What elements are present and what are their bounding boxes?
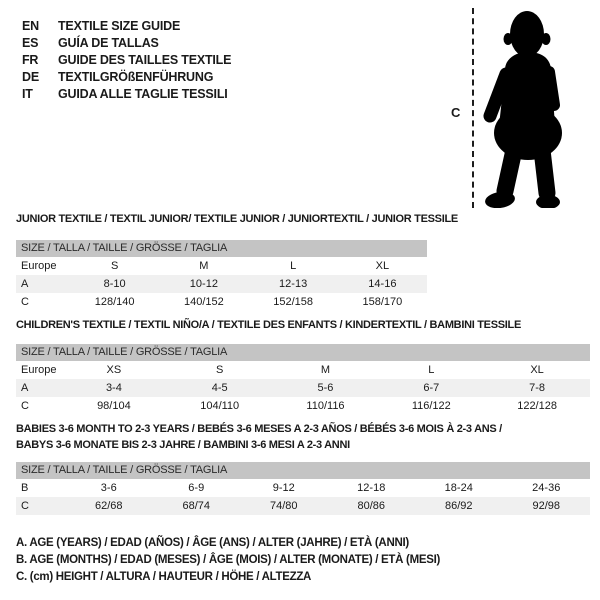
- row-label: A: [21, 382, 29, 394]
- lang-code: DE: [22, 69, 39, 84]
- footnote-a: A. AGE (YEARS) / EDAD (AÑOS) / ÂGE (ANS) / ALTER (JAHRE) / ETÀ (ANNI): [16, 537, 409, 549]
- value-cell: 8-10: [103, 278, 126, 290]
- size-header-bar: SIZE / TALLA / TAILLE / GRÖSSE / TAGLIA: [16, 462, 590, 479]
- lang-row-en: [22, 17, 231, 34]
- lang-code: IT: [22, 86, 33, 101]
- lang-label: GUIDE DES TAILLES TEXTILE: [58, 52, 232, 67]
- value-cell: 5-6: [317, 382, 334, 394]
- lang-label: TEXTILGRÖßENFÜHRUNG: [58, 69, 214, 84]
- table-row-height: [16, 293, 427, 311]
- children-section-title: CHILDREN'S TEXTILE / TEXTIL NIÑO/A / TEXTILE DES ENFANTS / KINDERTEXTIL / BAMBINI TESSILE: [16, 319, 521, 331]
- footnotes: [16, 535, 440, 586]
- table-row-months: [16, 479, 590, 497]
- row-label: A: [21, 278, 29, 290]
- value-cell: 158/170: [362, 296, 403, 308]
- size-cell: S: [216, 364, 224, 376]
- lang-row-it: [22, 85, 231, 102]
- babies-size-table: [16, 462, 590, 515]
- row-label: C: [21, 400, 29, 412]
- value-cell: 7-8: [529, 382, 546, 394]
- lang-code: FR: [22, 52, 39, 67]
- size-cell: XL: [375, 260, 390, 272]
- junior-size-table: [16, 240, 427, 311]
- value-cell: 140/152: [183, 296, 224, 308]
- row-label: Europe: [21, 364, 57, 376]
- babies-title-line2: BABYS 3-6 MONATE BIS 2-3 JAHRE / BAMBINI 3-6 MESI A 2-3 ANNI: [16, 439, 350, 451]
- row-label: B: [21, 482, 29, 494]
- table-row-age: [16, 275, 427, 293]
- table-row-europe: [16, 361, 590, 379]
- value-cell: 116/122: [411, 400, 451, 412]
- table-row-height: [16, 397, 590, 415]
- babies-title-line1: BABIES 3-6 MONTH TO 2-3 YEARS / BEBÉS 3-6 MESES A 2-3 AÑOS / BÉBÉS 3-6 MOIS À 2-3 ANS /: [16, 423, 502, 435]
- junior-section-title: JUNIOR TEXTILE / TEXTIL JUNIOR/ TEXTILE JUNIOR / JUNIORTEXTIL / JUNIOR TESSILE: [16, 213, 458, 225]
- size-header-bar: SIZE / TALLA / TAILLE / GRÖSSE / TAGLIA: [16, 344, 590, 361]
- value-cell: 122/128: [517, 400, 557, 412]
- size-cell: XL: [530, 364, 544, 376]
- value-cell: 98/104: [97, 400, 131, 412]
- height-measure-dashed-line: [472, 8, 474, 208]
- lang-row-fr: [22, 51, 231, 68]
- size-cell: XS: [106, 364, 122, 376]
- value-cell: 104/110: [200, 400, 240, 412]
- value-cell: 80/86: [357, 500, 386, 512]
- value-cell: 24-36: [532, 482, 561, 494]
- size-cell: L: [290, 260, 297, 272]
- lang-label: TEXTILE SIZE GUIDE: [58, 18, 181, 33]
- value-cell: 110/116: [306, 400, 345, 412]
- value-cell: 62/68: [94, 500, 123, 512]
- value-cell: 68/74: [182, 500, 211, 512]
- value-cell: 3-4: [105, 382, 122, 394]
- lang-code: ES: [22, 35, 39, 50]
- size-cell: S: [110, 260, 119, 272]
- children-size-table: [16, 344, 590, 415]
- size-cell: L: [428, 364, 435, 376]
- lang-label: GUÍA DE TALLAS: [58, 35, 159, 50]
- lang-row-de: [22, 68, 231, 85]
- size-cell: M: [199, 260, 209, 272]
- footnote-b: B. AGE (MONTHS) / EDAD (MESES) / ÂGE (MOIS) / ALTER (MONATE) / ETÀ (MESI): [16, 554, 441, 566]
- value-cell: 4-5: [211, 382, 228, 394]
- lang-label: GUIDA ALLE TAGLIE TESSILI: [58, 86, 228, 101]
- row-label: Europe: [21, 260, 57, 272]
- value-cell: 152/158: [273, 296, 313, 308]
- value-cell: 12-13: [279, 278, 308, 290]
- row-label: C: [21, 500, 29, 512]
- value-cell: 92/98: [532, 500, 561, 512]
- footnote-c: C. (cm) HEIGHT / ALTURA / HAUTEUR / HÖHE / ALTEZZA: [16, 571, 312, 583]
- value-cell: 128/140: [94, 296, 135, 308]
- value-cell: 74/80: [269, 500, 298, 512]
- lang-code: EN: [22, 18, 39, 33]
- table-row-age: [16, 379, 590, 397]
- value-cell: 6-7: [423, 382, 440, 394]
- toddler-silhouette-icon: [477, 8, 569, 208]
- table-row-height: [16, 497, 590, 515]
- value-cell: 10-12: [189, 278, 218, 290]
- value-cell: 86/92: [444, 500, 473, 512]
- value-cell: 12-18: [357, 482, 386, 494]
- lang-row-es: [22, 34, 231, 51]
- size-cell: M: [320, 364, 331, 376]
- value-cell: 18-24: [444, 482, 473, 494]
- table-row-europe: [16, 257, 427, 275]
- value-cell: 14-16: [368, 278, 397, 290]
- value-cell: 9-12: [272, 482, 295, 494]
- value-cell: 6-9: [188, 482, 205, 494]
- language-title-list: [22, 17, 231, 102]
- value-cell: 3-6: [100, 482, 117, 494]
- row-label: C: [21, 296, 29, 308]
- height-marker-label: C: [451, 105, 461, 120]
- size-header-bar: SIZE / TALLA / TAILLE / GRÖSSE / TAGLIA: [16, 240, 427, 257]
- babies-section-title: [16, 421, 502, 453]
